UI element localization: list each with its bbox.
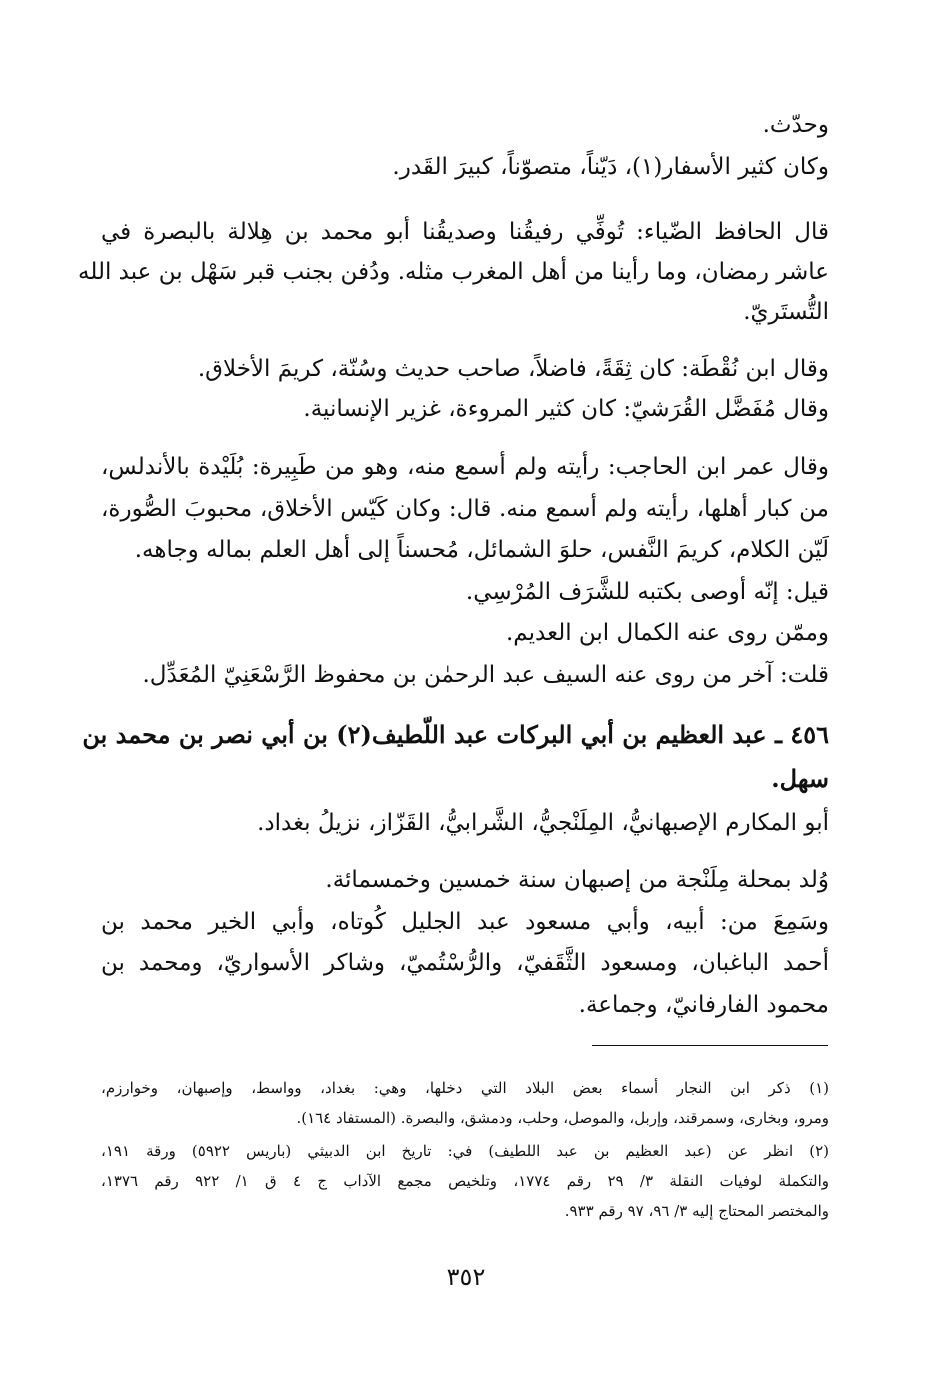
text-line: وُلد بمحلة مِلَنْجة من إصبهان سنة خمسين وخمسمائة. <box>325 867 829 893</box>
footnote-line: والمختصر المحتاج إليه ٣/ ٩٦، ٩٧ رقم ٩٣٣. <box>564 1202 829 1220</box>
text-line: وسَمِعَ من: أبيه، وأبي مسعود عبد الجليل كُوتاه، وأبي الخير محمد بن <box>101 909 829 935</box>
text-line: وحدّث. <box>762 112 829 138</box>
footnote-line: والتكملة لوفيات النقلة ٣/ ٢٩ رقم ١٧٧٤، وتلخيص مجمع الآداب ج ٤ ق ١/ ٩٢٢ رقم ١٣٧٦، <box>101 1172 830 1190</box>
page-number: ٣٥٢ <box>446 1263 486 1291</box>
text-line: التُّستَريّ. <box>743 299 829 325</box>
entry-heading: ٤٥٦ ـ عبد العظيم بن أبي البركات عبد اللّطيف(٢) بن أبي نصر بن محمد بن <box>82 720 829 749</box>
text-line: أبو المكارم الإصبهانيُّ، المِلَنْجيُّ، الشَّرابيُّ، القَزّاز، نزيلُ بغداد. <box>257 810 829 836</box>
text-line: قال الحافظ الضّياء: تُوفِّي رفيقُنا وصديقُنا أبو محمد بن هِلالة بالبصرة في <box>101 219 829 245</box>
text-line: قلت: آخر من روى عنه السيف عبد الرحمٰن بن محفوظ الرَّسْعَنِيّ المُعَدِّل. <box>142 662 829 688</box>
text-line: وكان كثير الأسفار(١)، دَيّناً، متصوّناً، كبيرَ القَدر. <box>392 154 829 180</box>
text-line: وقال مُفَضَّل القُرَشيّ: كان كثير المروءة، غزير الإنسانية. <box>303 396 829 422</box>
entry-heading: سهل. <box>771 764 829 793</box>
text-line: لَيّن الكلام، كريمَ النَّفس، حلوَ الشمائل، مُحسناً إلى أهل العلم بماله وجاهه. <box>134 537 829 563</box>
footnote-line: ومرو، وبخارى، وسمرقند، وإربل، والموصل، وحلب، ودمشق، والبصرة. (المستفاد ١٦٤). <box>296 1109 829 1127</box>
text-line: وقال عمر ابن الحاجب: رأيته ولم أسمع منه، وهو من طَبِيرة: بُلَيْدة بالأندلس، <box>101 454 829 480</box>
text-line: وممّن روى عنه الكمال ابن العديم. <box>506 620 829 646</box>
footnote-divider <box>592 1045 828 1046</box>
footnote-line: (٢) انظر عن (عبد العظيم بن عبد اللطيف) في: تاريخ ابن الدبيثي (باريس ٥٩٢٢) ورقة ١٩١، <box>101 1142 829 1160</box>
text-line: وقال ابن نُقْطَة: كان ثِقَةً، فاضلاً، صاحب حديث وسُنّة، كريمَ الأخلاق. <box>197 356 829 382</box>
text-line: محمود الفارفانيّ، وجماعة. <box>578 992 829 1018</box>
text-line: من كبار أهلها، رأيته ولم أسمع منه. قال: وكان كَيّس الأخلاق، محبوبَ الصُّورة، <box>101 496 829 522</box>
footnote-line: (١) ذكر ابن النجار أسماء بعض البلاد التي دخلها، وهي: بغداد، وواسط، وإصبهان، وخوارزم، <box>101 1079 829 1097</box>
text-line: أحمد الباغبان، ومسعود الثَّقَفيّ، والرُّسْتُميّ، وشاكر الأسواريّ، ومحمد بن <box>101 950 829 976</box>
text-line: عاشر رمضان، وما رأينا من أهل المغرب مثله. ودُفن بجنب قبر سَهْل بن عبد الله <box>78 259 829 285</box>
text-line: قيل: إنّه أوصى بكتبه للشَّرَف المُرْسِي. <box>465 579 829 605</box>
